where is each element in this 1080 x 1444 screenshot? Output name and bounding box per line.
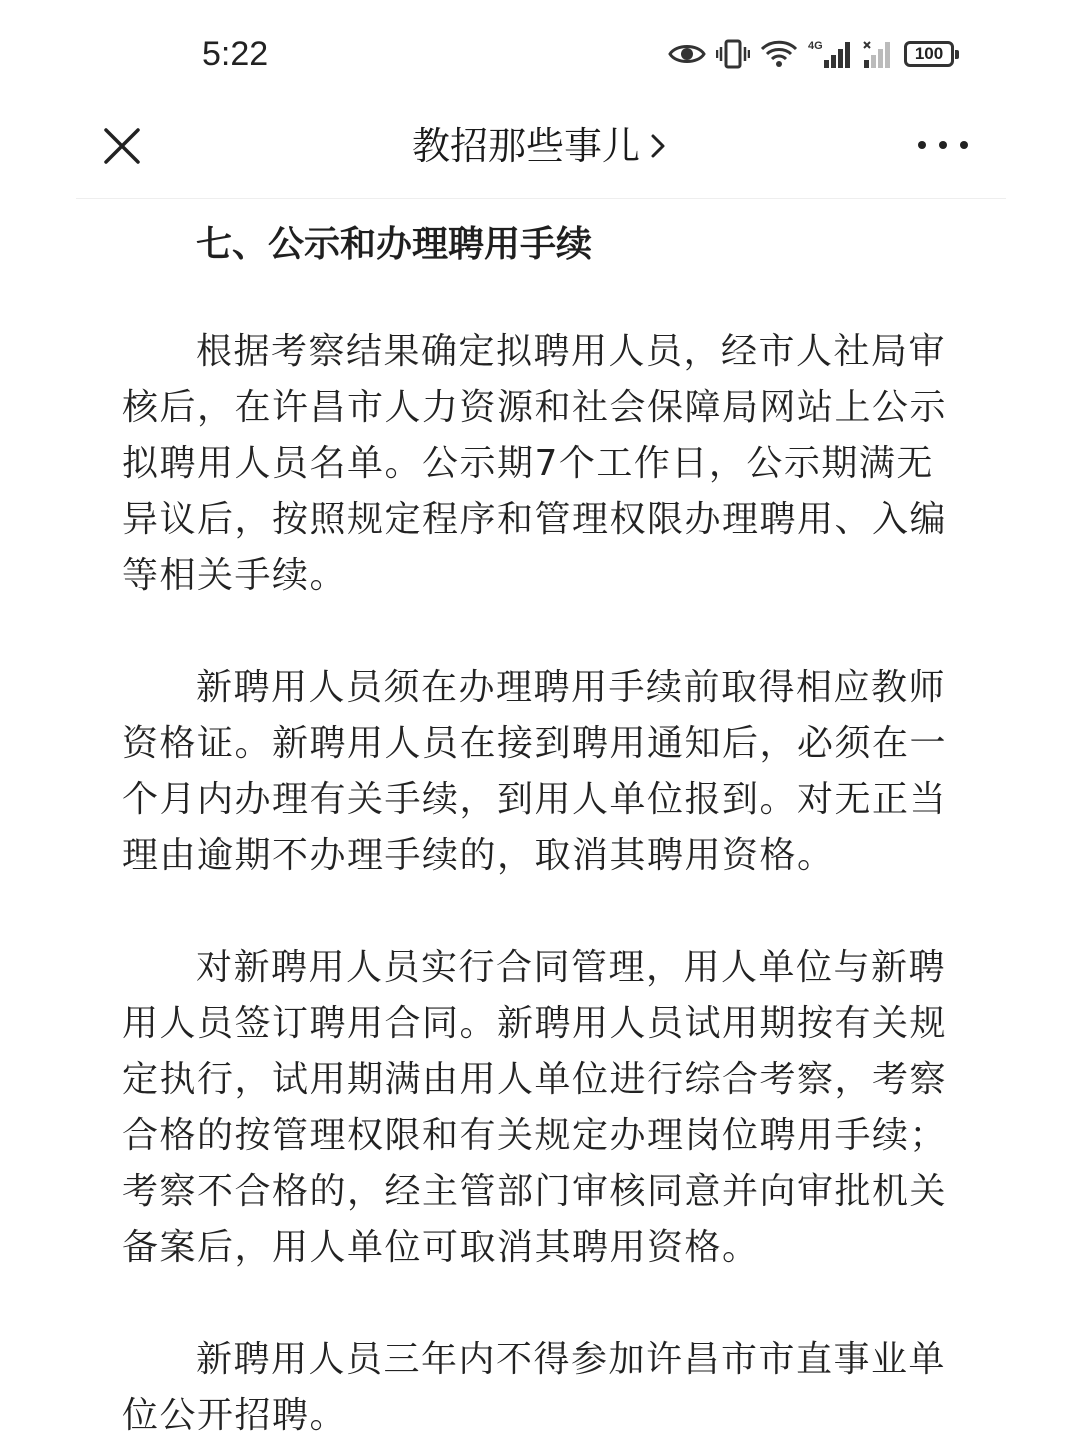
paragraph: 对新聘用人员实行合同管理，用人单位与新聘用人员签订聘用合同。新聘用人员试用期按有关规定执行，试用期满由用人单位进行综合考察，考察合格的按管理权限和有关规定办理岗位聘用手续；考察不合格的，经主管部门审核同意并向审批机关备案后，用人单位可取消其聘用资格。 xyxy=(122,947,948,1268)
paragraph: 根据考察结果确定拟聘用人员，经市人社局审核后，在许昌市人力资源和社会保障局网站上公示拟聘用人员名单。公示期7个工作日，公示期满无异议后，按照规定程序和管理权限办理聘用、入编等相关手续。 xyxy=(122,331,948,596)
more-icon-dot xyxy=(939,141,947,149)
status-icons xyxy=(668,34,954,74)
chevron-right-icon xyxy=(648,123,668,175)
nav-bar xyxy=(0,100,1080,200)
spacer xyxy=(122,1276,962,1332)
spacer xyxy=(122,884,962,940)
battery-level: 100 xyxy=(914,44,944,63)
paragraph: 新聘用人员三年内不得参加许昌市市直事业单位公开招聘。 xyxy=(122,1339,947,1436)
more-icon-dot xyxy=(918,141,926,149)
signal-icon xyxy=(808,38,852,70)
section-heading: 七、公示和办理聘用手续 xyxy=(196,224,593,265)
nav-divider xyxy=(76,198,1006,199)
battery-icon xyxy=(904,41,954,67)
more-button[interactable] xyxy=(918,130,968,160)
signal-icon-2 xyxy=(862,38,894,70)
wifi-icon xyxy=(760,40,798,68)
status-bar xyxy=(0,0,1080,100)
more-icon-dot xyxy=(960,141,968,149)
spacer xyxy=(122,604,962,660)
vibrate-icon xyxy=(716,39,750,69)
network-label: 4G xyxy=(808,40,823,52)
status-time: 5:22 xyxy=(202,35,269,73)
spacer xyxy=(122,274,962,324)
page-title: 教招那些事儿 xyxy=(411,124,640,168)
paragraph: 新聘用人员须在办理聘用手续前取得相应教师资格证。新聘用人员在接到聘用通知后，必须在一个月内办理有关手续，到用人单位报到。对无正当理由逾期不办理手续的，取消其聘用资格。 xyxy=(122,667,948,876)
article-body xyxy=(122,216,962,1444)
eye-icon xyxy=(668,41,706,67)
